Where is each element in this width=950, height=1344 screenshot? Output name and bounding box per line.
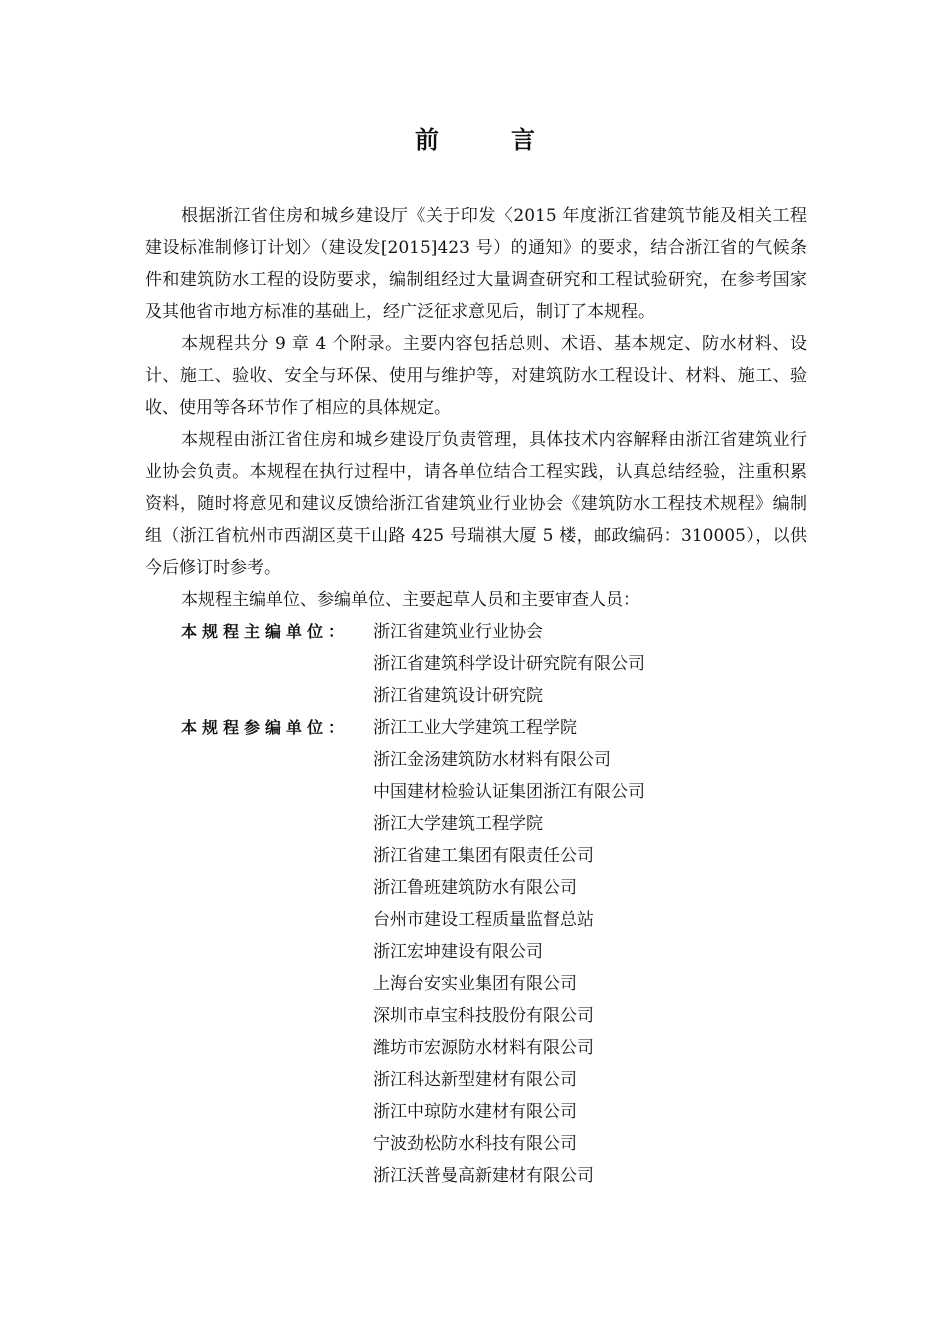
chief-units-label: 本规程主编单位： <box>181 622 350 641</box>
chief-unit-item: 浙江省建筑业行业协会 <box>373 622 543 642</box>
participating-unit-item: 浙江大学建筑工程学院 <box>373 814 543 834</box>
participating-unit-item: 浙江宏坤建设有限公司 <box>373 942 543 962</box>
page-title: 前 言 <box>415 126 559 154</box>
participating-units-section <box>145 712 807 1192</box>
paragraph-units-intro: 本规程主编单位、参编单位、主要起草人员和主要审查人员： <box>181 590 640 610</box>
participating-unit-item: 深圳市卓宝科技股份有限公司 <box>373 1006 594 1026</box>
participating-unit-item: 台州市建设工程质量监督总站 <box>373 910 594 930</box>
preface-body <box>145 200 807 1192</box>
participating-unit-item: 中国建材检验认证集团浙江有限公司 <box>373 782 645 802</box>
chief-units-section <box>145 616 807 712</box>
participating-unit-item: 浙江中琼防水建材有限公司 <box>373 1102 577 1122</box>
participating-unit-item: 浙江工业大学建筑工程学院 <box>373 718 577 738</box>
participating-units-list <box>373 712 645 1192</box>
participating-unit-item: 浙江金汤建筑防水材料有限公司 <box>373 750 611 770</box>
participating-unit-item: 浙江省建工集团有限责任公司 <box>373 846 594 866</box>
participating-unit-item: 浙江科达新型建材有限公司 <box>373 1070 577 1090</box>
participating-unit-item: 浙江鲁班建筑防水有限公司 <box>373 878 577 898</box>
participating-unit-item: 上海台安实业集团有限公司 <box>373 974 577 994</box>
participating-unit-item: 浙江沃普曼高新建材有限公司 <box>373 1166 594 1186</box>
participating-unit-item: 潍坊市宏源防水材料有限公司 <box>373 1038 594 1058</box>
participating-units-label: 本规程参编单位： <box>181 718 350 737</box>
chief-unit-item: 浙江省建筑设计研究院 <box>373 686 543 706</box>
chief-units-list <box>373 616 645 712</box>
paragraph-background: 根据浙江省住房和城乡建设厅《关于印发〈2015 年度浙江省建筑节能及相关工程建设标准制修订计划〉（建设发[2015]423 号）的通知》的要求，结合浙江省的气候条件和建筑防水工程的设防要求，编制组经过大量调查研究和工程试验研究，在参考国家及其他省市地方标准的基础上，经广泛征求意见后，制订了本规程。 <box>145 206 807 322</box>
paragraph-contents: 本规程共分 9 章 4 个附录。主要内容包括总则、术语、基本规定、防水材料、设计、施工、验收、安全与环保、使用与维护等，对建筑防水工程设计、材料、施工、验收、使用等各环节作了相应的具体规定。 <box>145 334 807 418</box>
participating-unit-item: 宁波劲松防水科技有限公司 <box>373 1134 577 1154</box>
paragraph-management: 本规程由浙江省住房和城乡建设厅负责管理，具体技术内容解释由浙江省建筑业行业协会负责。本规程在执行过程中，请各单位结合工程实践，认真总结经验，注重积累资料，随时将意见和建议反馈给浙江省建筑业行业协会《建筑防水工程技术规程》编制组（浙江省杭州市西湖区莫干山路 425 号瑞祺大厦 5 楼，邮政编码：310005），以供今后修订时参考。 <box>145 430 807 578</box>
chief-unit-item: 浙江省建筑科学设计研究院有限公司 <box>373 654 645 674</box>
